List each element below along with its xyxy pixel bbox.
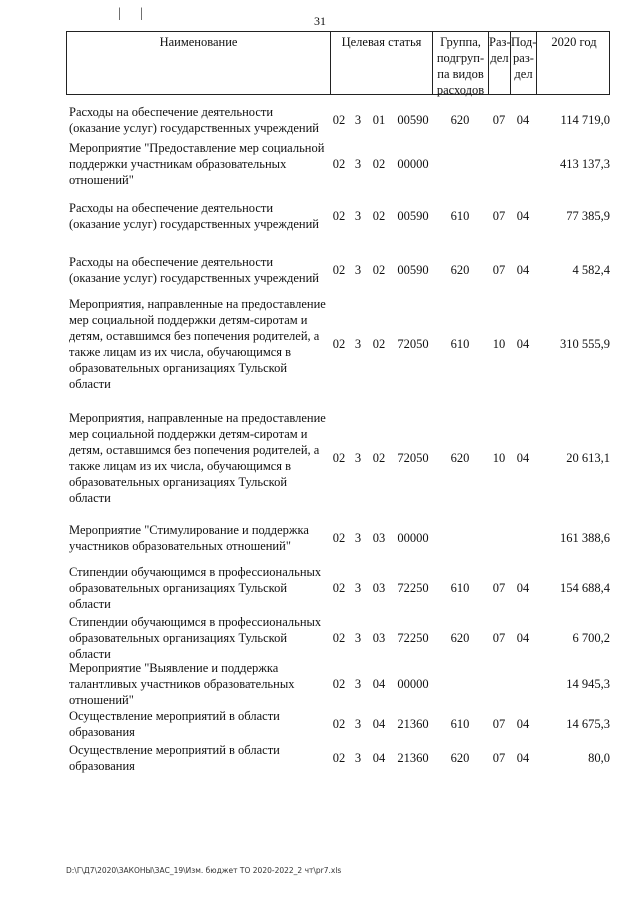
row-c1: 02: [332, 451, 346, 465]
table-row: [66, 660, 610, 708]
row-section: 07: [492, 263, 506, 277]
row-amount: 114 719,0: [560, 113, 610, 127]
row-subsection: 04: [516, 113, 530, 127]
row-amount: 154 688,4: [560, 581, 610, 595]
row-group: 610: [450, 209, 470, 223]
row-c1: 02: [332, 113, 346, 127]
row-name: Мероприятие "Выявление и поддержка талантливых участников образовательных отношений": [69, 661, 295, 707]
row-group: 620: [450, 751, 470, 765]
row-subsection: 04: [516, 581, 530, 595]
row-section: 07: [492, 717, 506, 731]
row-c1: 02: [332, 157, 346, 171]
row-group: 620: [450, 263, 470, 277]
row-subsection: 04: [516, 263, 530, 277]
row-c2: 3: [354, 717, 362, 731]
row-c4: 72250: [397, 631, 429, 645]
row-section: 07: [492, 581, 506, 595]
table-row: [66, 410, 610, 506]
row-c4: 00000: [397, 677, 429, 691]
row-amount: 80,0: [588, 751, 610, 765]
row-subsection: 04: [516, 209, 530, 223]
row-c2: 3: [354, 531, 362, 545]
row-subsection: 04: [516, 451, 530, 465]
row-amount: 14 675,3: [566, 717, 610, 731]
row-c4: 72050: [397, 337, 429, 351]
header-target-article: Целевая статья: [331, 32, 433, 94]
row-group: 610: [450, 581, 470, 595]
row-amount: 4 582,4: [572, 263, 610, 277]
row-c3: 02: [372, 337, 386, 351]
row-amount: 77 385,9: [566, 209, 610, 223]
table-row: [66, 708, 610, 740]
row-amount: 6 700,2: [572, 631, 610, 645]
margin-marks: | |: [118, 6, 152, 21]
row-c4: 00590: [397, 113, 429, 127]
table-row: [66, 564, 610, 612]
table-row: [66, 200, 610, 232]
row-subsection: 04: [516, 631, 530, 645]
row-section: 10: [492, 337, 506, 351]
row-c4: 00000: [397, 531, 429, 545]
row-c1: 02: [332, 531, 346, 545]
table-row: [66, 522, 610, 554]
row-c4: 00590: [397, 263, 429, 277]
row-c3: 02: [372, 451, 386, 465]
row-c4: 00000: [397, 157, 429, 171]
row-section: 07: [492, 209, 506, 223]
table-row: [66, 742, 610, 774]
row-c1: 02: [332, 337, 346, 351]
row-c3: 03: [372, 531, 386, 545]
row-group: 610: [450, 717, 470, 731]
row-subsection: 04: [516, 717, 530, 731]
row-group: 620: [450, 451, 470, 465]
header-name: Наименование: [67, 32, 331, 94]
row-c1: 02: [332, 581, 346, 595]
row-section: 07: [492, 751, 506, 765]
row-c2: 3: [354, 631, 362, 645]
row-c2: 3: [354, 451, 362, 465]
row-amount: 310 555,9: [560, 337, 610, 351]
row-section: 10: [492, 451, 506, 465]
row-c2: 3: [354, 263, 362, 277]
row-c3: 03: [372, 631, 386, 645]
row-c4: 21360: [397, 751, 429, 765]
row-c3: 03: [372, 581, 386, 595]
row-c4: 72250: [397, 581, 429, 595]
table-row: [66, 140, 610, 188]
row-name: Мероприятие "Стимулирование и поддержка участников образовательных отношений": [69, 523, 309, 553]
table-row: [66, 296, 610, 392]
row-group: 620: [450, 113, 470, 127]
row-name: Осуществление мероприятий в области образования: [69, 743, 280, 773]
row-c1: 02: [332, 717, 346, 731]
row-c4: 00590: [397, 209, 429, 223]
row-amount: 413 137,3: [560, 157, 610, 171]
header-group: Группа, подгруп- па видов расходов: [433, 32, 489, 94]
row-c2: 3: [354, 113, 362, 127]
row-name: Стипендии обучающимся в профессиональных образовательных организациях Тульской области: [69, 565, 322, 611]
table-row: [66, 254, 610, 286]
row-amount: 161 388,6: [560, 531, 610, 545]
row-c1: 02: [332, 677, 346, 691]
row-c1: 02: [332, 209, 346, 223]
row-c1: 02: [332, 631, 346, 645]
page-number: 31: [314, 14, 326, 28]
row-name: Мероприятие "Предоставление мер социальной поддержки участникам образовательных отношений": [69, 141, 325, 187]
header-year: 2020 год: [551, 35, 597, 49]
row-c3: 02: [372, 263, 386, 277]
table-row: [66, 104, 610, 136]
header-section: Раз- дел: [489, 32, 511, 94]
row-section: 07: [492, 113, 506, 127]
row-subsection: 04: [516, 337, 530, 351]
row-c3: 01: [372, 113, 386, 127]
table-row: [66, 614, 610, 662]
row-section: 07: [492, 631, 506, 645]
row-c2: 3: [354, 209, 362, 223]
row-c3: 02: [372, 157, 386, 171]
row-c2: 3: [354, 157, 362, 171]
row-c4: 21360: [397, 717, 429, 731]
row-amount: 14 945,3: [566, 677, 610, 691]
row-name: Расходы на обеспечение деятельности (оказание услуг) государственных учреждений: [69, 255, 319, 285]
row-c2: 3: [354, 337, 362, 351]
row-name: Осуществление мероприятий в области образования: [69, 709, 280, 739]
row-c2: 3: [354, 581, 362, 595]
row-c4: 72050: [397, 451, 429, 465]
row-name: Мероприятия, направленные на предоставление мер социальной поддержки детям-сиротам и детям, оставшимся без попечения родителей, а также лицам из их числа, обучающимся в образовательных организациях Тульской области: [69, 297, 326, 391]
row-subsection: 04: [516, 751, 530, 765]
row-name: Стипендии обучающимся в профессиональных образовательных организациях Тульской области: [69, 615, 322, 661]
row-name: Мероприятия, направленные на предоставление мер социальной поддержки детям-сиротам и детям, оставшимся без попечения родителей, а также лицам из их числа, обучающимся в образовательных организациях Тульской области: [69, 411, 326, 505]
row-group: 610: [450, 337, 470, 351]
row-group: 620: [450, 631, 470, 645]
row-name: Расходы на обеспечение деятельности (оказание услуг) государственных учреждений: [69, 201, 319, 231]
row-c2: 3: [354, 751, 362, 765]
row-c3: 04: [372, 751, 386, 765]
row-c1: 02: [332, 263, 346, 277]
row-c2: 3: [354, 677, 362, 691]
header-subsection: Под- раз- дел: [511, 32, 537, 94]
row-amount: 20 613,1: [566, 451, 610, 465]
row-c3: 04: [372, 717, 386, 731]
row-c3: 02: [372, 209, 386, 223]
row-name: Расходы на обеспечение деятельности (оказание услуг) государственных учреждений: [69, 105, 319, 135]
row-c1: 02: [332, 751, 346, 765]
file-path-footer: D:\Г\Д7\2020\ЗАКОНЫ\ЗАС_19\Изм. бюджет ТО 2020-2022_2 чт\pr7.xls: [66, 866, 342, 875]
row-c3: 04: [372, 677, 386, 691]
table-header: [66, 31, 610, 95]
